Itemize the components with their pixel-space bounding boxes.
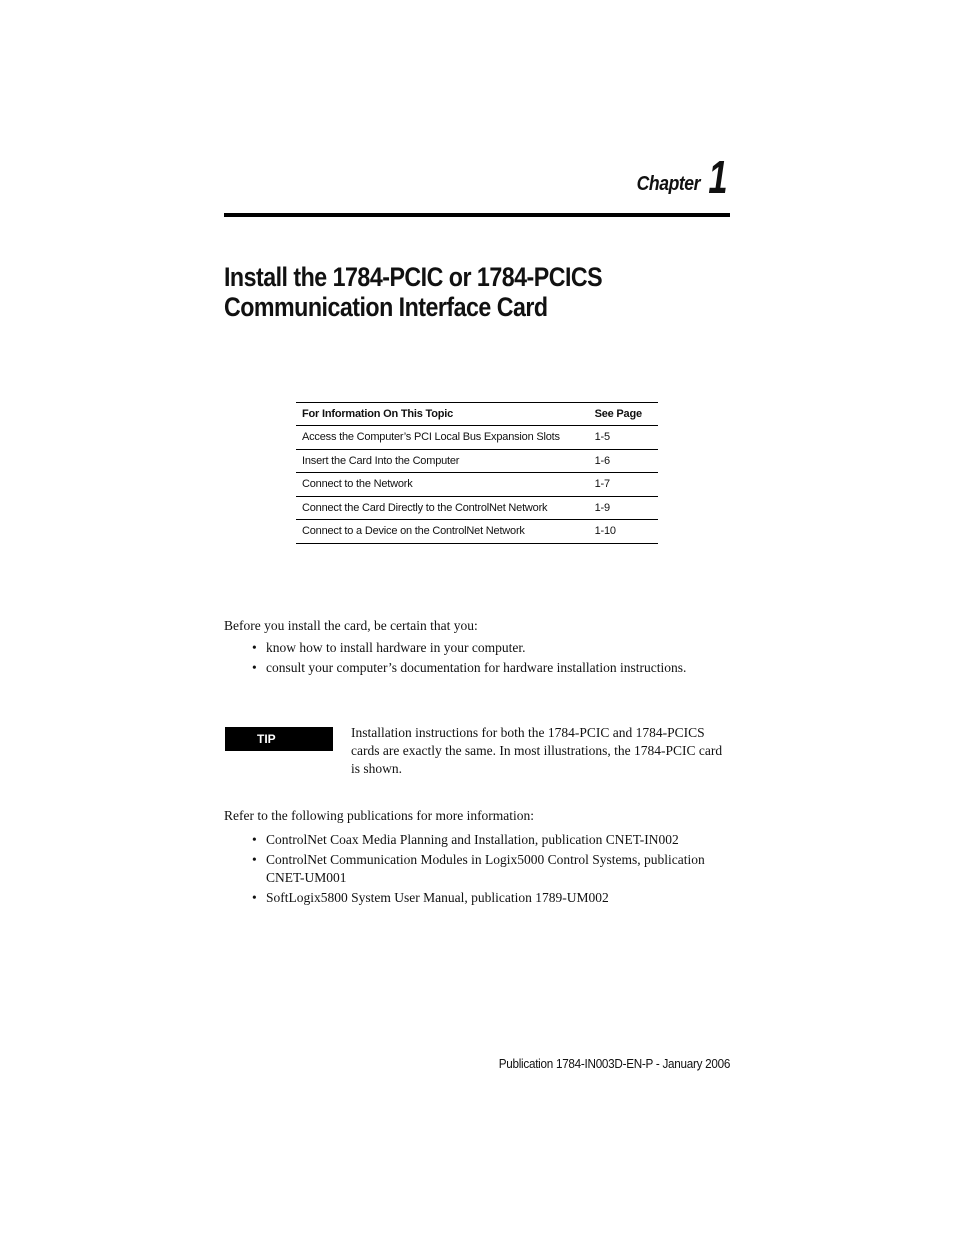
table-header-row [296,403,658,426]
list-item-text: SoftLogix5800 System User Manual, publication 1789-UM002 [266,890,609,905]
table-row [296,496,658,520]
page-cell: 1-6 [591,449,658,473]
list-item-text: ControlNet Coax Media Planning and Installation, publication CNET-IN002 [266,832,679,847]
column-header-page: See Page [591,403,658,426]
list-item [250,889,720,907]
list-item-text: ControlNet Communication Modules in Logix5000 Control Systems, publication CNET-UM001 [266,852,705,885]
chapter-header [224,150,730,202]
list-item [250,831,720,849]
bullet-icon: • [252,832,257,847]
list-item [250,639,720,657]
chapter-number: 1 [708,151,728,203]
topic-cell: Connect the Card Directly to the ControlNet Network [296,496,591,520]
intro-bullet-list [250,639,720,679]
table-row [296,473,658,497]
topics-table [296,402,658,544]
intro-paragraph: Before you install the card, be certain that you: [224,618,478,633]
page-title-line-2: Communication Interface Card [224,292,548,322]
list-item-text: consult your computer’s documentation for hardware installation instructions. [266,660,687,675]
topic-cell: Connect to a Device on the ControlNet Network [296,520,591,544]
list-item [250,659,720,677]
page-title [224,262,706,322]
bullet-icon: • [252,852,257,867]
list-item-text: know how to install hardware in your computer. [266,640,526,655]
bullet-icon: • [252,890,257,905]
topic-cell: Insert the Card Into the Computer [296,449,591,473]
topic-cell: Connect to the Network [296,473,591,497]
page-cell: 1-9 [591,496,658,520]
page-cell: 1-10 [591,520,658,544]
table-row [296,426,658,450]
tip-text: Installation instructions for both the 1784-PCIC and 1784-PCICS cards are exactly the same. In most illustrations, the 1784-PCIC card is shown. [351,725,723,776]
publication-footer: Publication 1784-IN003D-EN-P - January 2006 [498,1056,730,1071]
topic-cell: Access the Computer’s PCI Local Bus Expansion Slots [296,426,591,450]
page-cell: 1-7 [591,473,658,497]
references-paragraph: Refer to the following publications for more information: [224,808,535,823]
page-title-line-1: Install the 1784-PCIC or 1784-PCICS [224,262,603,292]
table-row [296,520,658,544]
column-header-topic: For Information On This Topic [296,403,591,426]
chapter-divider [224,213,730,217]
tip-badge: TIP [225,727,333,751]
references-bullet-list [250,831,720,909]
page-cell: 1-5 [591,426,658,450]
bullet-icon: • [252,640,257,655]
table-row [296,449,658,473]
list-item [250,851,720,887]
bullet-icon: • [252,660,257,675]
chapter-label: Chapter [636,173,700,195]
